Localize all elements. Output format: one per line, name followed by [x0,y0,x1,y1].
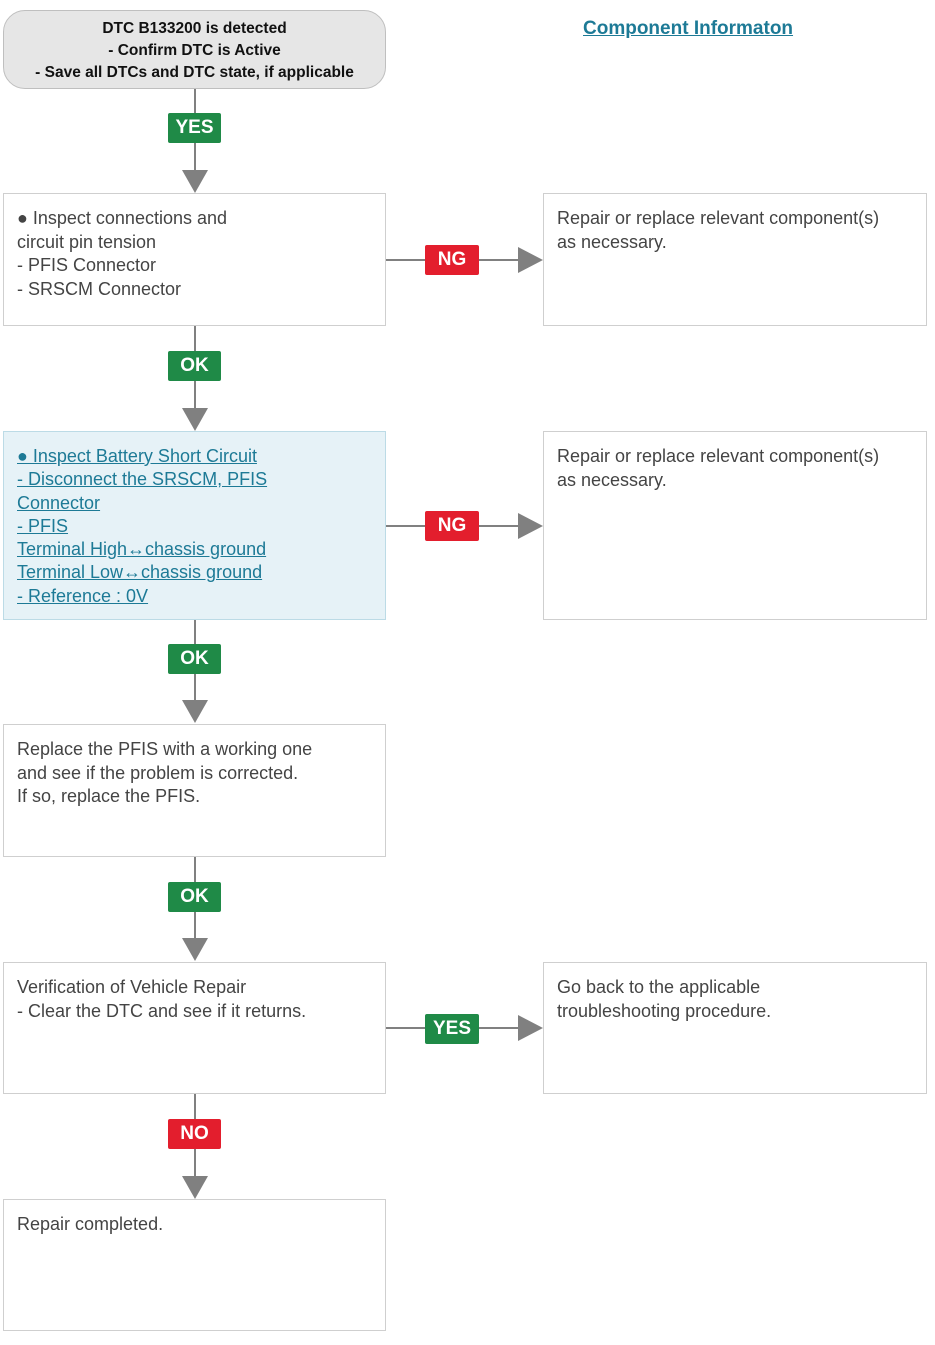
step-line: - PFIS Connector [17,255,157,275]
result-repair-replace-1 [543,193,927,326]
start-line: - Save all DTCs and DTC state, if applicable [35,64,354,81]
step-line: and see if the problem is corrected. [17,762,299,783]
yes-badge: YES [425,1014,479,1044]
step-line: circuit pin tension [17,231,157,252]
result-line: troubleshooting procedure. [557,1000,772,1021]
step-link-line[interactable]: - Disconnect the SRSCM, PFIS [17,469,268,490]
step-line: Verification of Vehicle Repair [17,977,247,997]
arrow-down-icon [182,1176,208,1199]
yes-badge: YES [168,113,221,143]
step-link-line[interactable]: - PFIS [17,515,69,536]
step-link-line[interactable]: Terminal Low↔chassis ground [17,562,263,583]
start-node [3,10,386,89]
arrow-down-icon [182,938,208,961]
step-line: - Clear the DTC and see if it returns. [17,1000,307,1021]
result-line: Repair or replace relevant component(s) [557,208,880,228]
result-repair-replace-2 [543,431,927,620]
start-line: DTC B133200 is detected [102,20,287,37]
ok-badge: OK [168,882,221,912]
step-inspect-battery-short[interactable] [3,431,386,620]
step-link-line[interactable]: - Reference : 0V [17,585,149,606]
start-line: - Confirm DTC is Active [108,42,281,59]
result-line: Go back to the applicable [557,977,761,997]
step-link-line[interactable]: ● Inspect Battery Short Circuit [17,446,257,466]
step-link-line[interactable]: Terminal High↔chassis ground [17,539,267,560]
result-line: as necessary. [557,231,667,252]
step-link-line[interactable]: Connector [17,492,101,513]
step-line: - SRSCM Connector [17,278,182,299]
step-verification [3,962,386,1094]
result-go-back [543,962,927,1094]
step-repair-completed [3,1199,386,1331]
step-replace-pfis [3,724,386,857]
arrow-right-icon [518,513,543,539]
ok-badge: OK [168,644,221,674]
step-line: ● Inspect connections and [17,208,228,228]
step-line: If so, replace the PFIS. [17,786,201,806]
result-line: as necessary. [557,469,667,490]
component-information-link[interactable]: Component Informaton [583,18,794,39]
ok-badge: OK [168,351,221,381]
no-badge: NO [168,1119,221,1149]
step-inspect-connections [3,193,386,326]
arrow-down-icon [182,170,208,193]
arrow-down-icon [182,700,208,723]
step-line: Repair completed. [17,1214,164,1234]
step-line: Replace the PFIS with a working one [17,739,313,759]
arrow-right-icon [518,247,543,273]
arrow-right-icon [518,1015,543,1041]
arrow-down-icon [182,408,208,431]
ng-badge: NG [425,245,479,275]
ng-badge: NG [425,511,479,541]
result-line: Repair or replace relevant component(s) [557,446,880,466]
